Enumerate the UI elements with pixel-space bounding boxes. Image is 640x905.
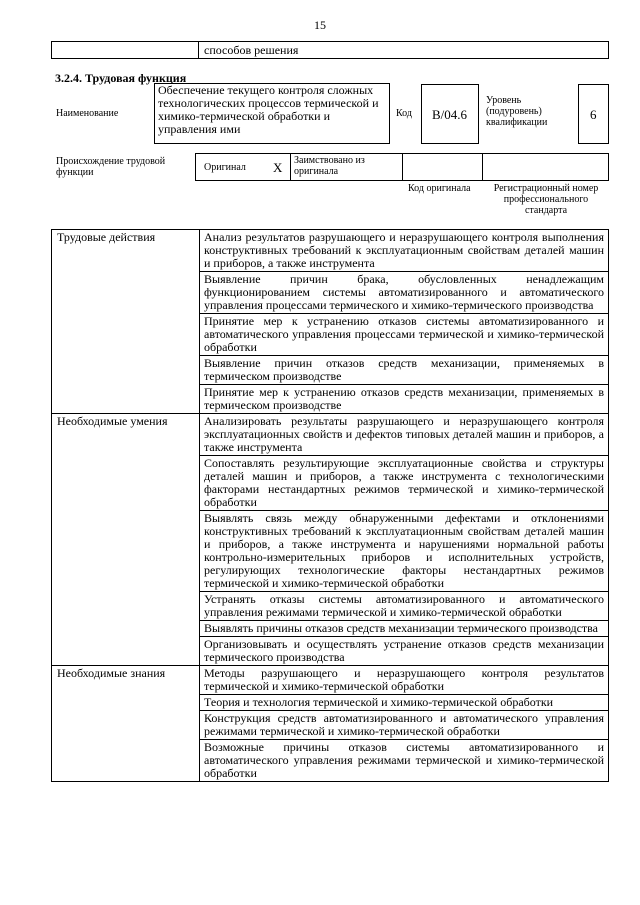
- function-details-table: [51, 229, 609, 782]
- labor-actions-label: Трудовые действия: [52, 230, 200, 414]
- required-skill-item: Сопоставлять результирующие эксплуатационные свойства и структуры деталей машин и приборов, а также инструмента с технологическими факторами нестандартных режимов термической и химико-термической обработки: [200, 456, 609, 511]
- labor-action-item: Принятие мер к устранению отказов системы автоматизированного и автоматического управления процессами термической и химико-термической обработки: [200, 314, 609, 356]
- required-skill-item: Выявлять связь между обнаруженными дефектами и отклонениями конструктивных требований к эксплуатационным свойствам деталей машин и приборов, а также инструмента и нарушениями нормальной работы контрольно-измерительных приборов и исполнительных устройств, регулирующих технологические факторы нестандартных режимов термической и химико-термической обработки: [200, 511, 609, 592]
- original-mark: X: [273, 160, 283, 175]
- required-knowledge-label: Необходимые знания: [52, 666, 200, 782]
- required-skills-label: Необходимые умения: [52, 414, 200, 666]
- original-label: Оригинал: [204, 162, 246, 173]
- level-value: 6: [590, 107, 597, 122]
- required-knowledge-item: Возможные причины отказов системы автоматизированного и автоматического управления режимами термической и химико-термической обработки: [200, 740, 609, 782]
- required-skill-item: Анализировать результаты разрушающего и неразрушающего контроля эксплуатационных свойств и дефектов типовых деталей машин и приборов, а также инструмента: [200, 414, 609, 456]
- required-skill-item: Организовывать и осуществлять устранение отказов средств механизации термического производства: [200, 637, 609, 666]
- required-knowledge-item: Теория и технология термической и химико-термической обработки: [200, 695, 609, 711]
- code-value: B/04.6: [432, 107, 468, 122]
- top-row-text: способов решения: [204, 43, 299, 57]
- required-skill-item: Устранять отказы системы автоматизированного и автоматического управления режимами термической и химико-термической обработки: [200, 592, 609, 621]
- labor-action-item: Принятие мер к устранению отказов средств механизации, применяемых в термическом производстве: [200, 385, 609, 414]
- origin-label: Происхождение трудовой функции: [56, 156, 166, 178]
- labor-action-item: Анализ результатов разрушающего и неразрушающего контроля выполнения конструктивных требований к эксплуатационным свойствам деталей машин и приборов, а также инструмента: [200, 230, 609, 272]
- table-row: [52, 666, 609, 695]
- table-row: [52, 414, 609, 456]
- section-title: 3.2.4. Трудовая функция: [55, 71, 187, 85]
- function-name: Обеспечение текущего контроля сложных технологических процессов термической и химико-термической обработки и управления ими: [158, 83, 379, 136]
- name-label: Наименование: [56, 108, 119, 119]
- borrowed-label: Заимствовано из оригинала: [294, 155, 365, 177]
- required-knowledge-item: Конструкция средств автоматизированного и автоматического управления режимами термической и химико-термической обработки: [200, 711, 609, 740]
- page-number: 15: [314, 18, 326, 32]
- required-skill-item: Выявлять причины отказов средств механизации термического производства: [200, 621, 609, 637]
- required-knowledge-item: Методы разрушающего и неразрушающего контроля результатов термической и химико-термической обработки: [200, 666, 609, 695]
- code-original-caption: Код оригинала: [408, 183, 471, 194]
- labor-action-item: Выявление причин брака, обусловленных ненадлежащим функционированием системы автоматизированного и автоматического управления процессами термического и химико-термического производства: [200, 272, 609, 314]
- labor-action-item: Выявление причин отказов средств механизации, применяемых в термическом производстве: [200, 356, 609, 385]
- reg-number-caption: Регистрационный номер профессионального стандарта: [493, 183, 599, 216]
- level-label: Уровень (подуровень) квалификации: [486, 95, 548, 128]
- table-row: [52, 230, 609, 272]
- code-label: Код: [396, 108, 412, 119]
